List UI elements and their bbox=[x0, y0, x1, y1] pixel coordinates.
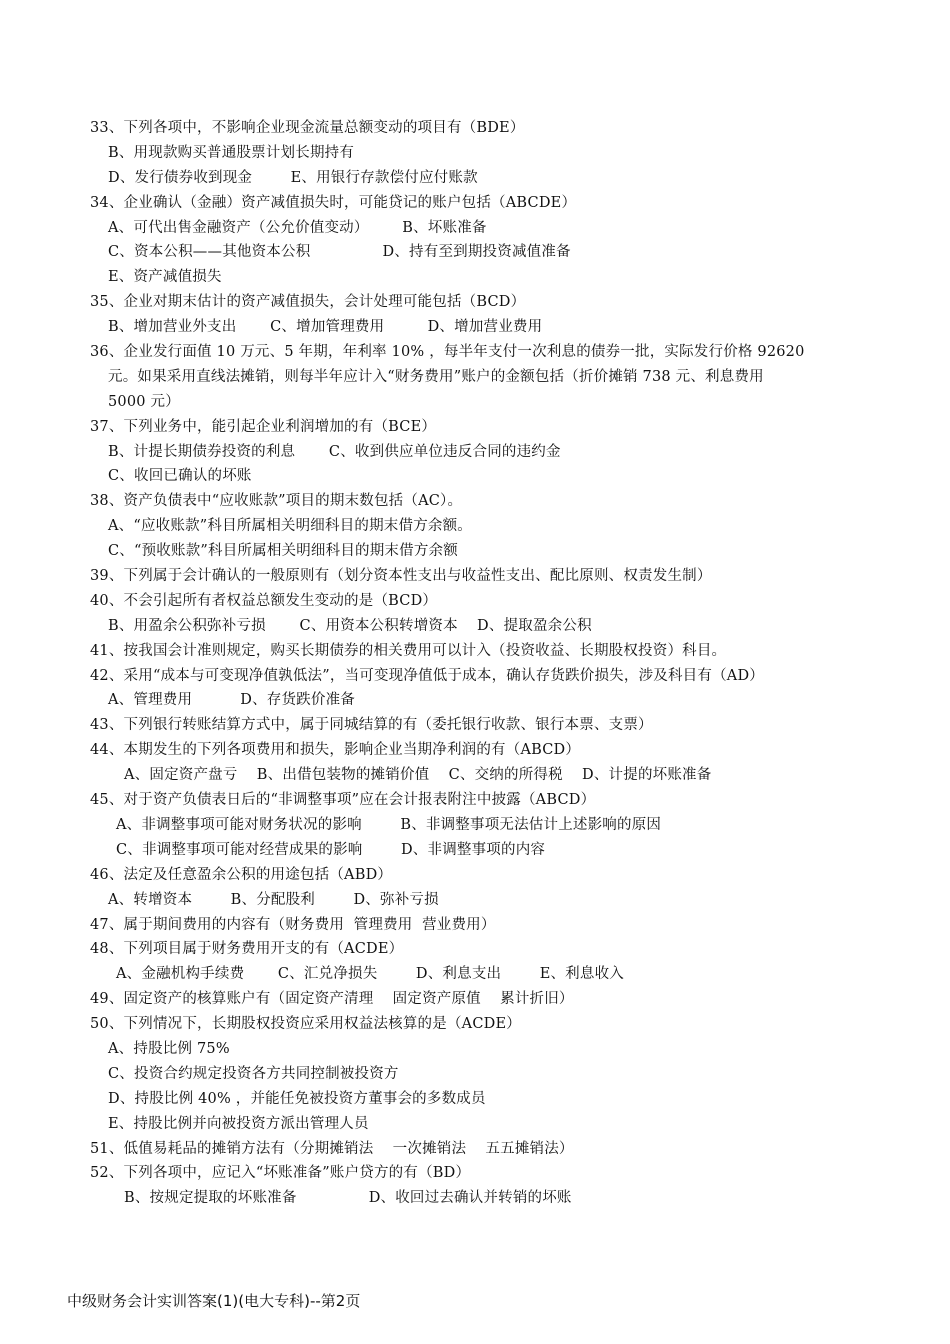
answer-option-line: A、固定资产盘亏 B、出借包装物的摊销价值 C、交纳的所得税 D、计提的坏账准备 bbox=[124, 767, 712, 784]
answer-option-line: 5000 元） bbox=[108, 393, 180, 410]
question-line: 37、下列业务中，能引起企业利润增加的有（BCE） bbox=[90, 418, 437, 435]
question-line: 40、不会引起所有者权益总额发生变动的是（BCD） bbox=[90, 592, 438, 609]
document-body bbox=[90, 116, 880, 1211]
answer-option-line: A、金融机构手续费 C、汇兑净损失 D、利息支出 E、利息收入 bbox=[116, 966, 624, 983]
question-line: 46、法定及任意盈余公积的用途包括（ABD） bbox=[90, 866, 393, 883]
question-line: 42、采用“成本与可变现净值孰低法”，当可变现净值低于成本，确认存货跌价损失，涉及科目有（AD） bbox=[90, 667, 764, 684]
answer-option-line: 元。如果采用直线法摊销，则每半年应计入“财务费用”账户的金额包括（折价摊销 738 元、利息费用 bbox=[108, 368, 764, 385]
question-line: 41、按我国会计准则规定，购买长期债券的相关费用可以计入（投资收益、长期股权投资）科目。 bbox=[90, 642, 727, 659]
question-line: 45、对于资产负债表日后的“非调整事项”应在会计报表附注中披露（ABCD） bbox=[90, 792, 596, 809]
question-line: 49、固定资产的核算账户有（固定资产清理 固定资产原值 累计折旧） bbox=[90, 991, 574, 1008]
answer-option-line: B、用盈余公积弥补亏损 C、用资本公积转增资本 D、提取盈余公积 bbox=[108, 617, 592, 634]
answer-option-line: C、资本公积——其他资本公积 D、持有至到期投资减值准备 bbox=[108, 244, 571, 261]
question-line: 36、企业发行面值 10 万元、5 年期，年利率 10% ，每半年支付一次利息的债券一批，实际发行价格 92620 bbox=[90, 344, 805, 361]
answer-option-line: A、转增资本 B、分配股利 D、弥补亏损 bbox=[108, 891, 439, 908]
question-line: 34、企业确认（金融）资产减值损失时，可能贷记的账户包括（ABCDE） bbox=[90, 194, 577, 211]
answer-option-line: C、非调整事项可能对经营成果的影响 D、非调整事项的内容 bbox=[116, 841, 546, 858]
question-line: 38、资产负债表中“应收账款”项目的期末数包括（AC）。 bbox=[90, 493, 463, 510]
answer-option-line: B、计提长期债券投资的利息 C、收到供应单位违反合同的违约金 bbox=[108, 443, 561, 460]
question-line: 35、企业对期末估计的资产减值损失，会计处理可能包括（BCD） bbox=[90, 294, 526, 311]
answer-option-line: A、可代出售金融资产（公允价值变动） B、坏账准备 bbox=[108, 219, 487, 236]
answer-option-line: A、“应收账款”科目所属相关明细科目的期末借方余额。 bbox=[108, 518, 472, 535]
question-line: 44、本期发生的下列各项费用和损失，影响企业当期净利润的有（ABCD） bbox=[90, 742, 581, 759]
answer-option-line: D、发行债券收到现金 E、用银行存款偿付应付账款 bbox=[108, 169, 478, 186]
question-line: 52、下列各项中，应记入“坏账准备”账户贷方的有（BD） bbox=[90, 1165, 471, 1182]
question-line: 50、下列情况下，长期股权投资应采用权益法核算的是（ACDE） bbox=[90, 1016, 521, 1033]
answer-option-line: B、按规定提取的坏账准备 D、收回过去确认并转销的坏账 bbox=[124, 1190, 572, 1207]
question-line: 33、下列各项中，不影响企业现金流量总额变动的项目有（BDE） bbox=[90, 120, 525, 136]
question-line: 47、属于期间费用的内容有（财务费用 管理费用 营业费用） bbox=[90, 916, 496, 933]
question-line: 43、下列银行转账结算方式中，属于同城结算的有（委托银行收款、银行本票、支票） bbox=[90, 717, 653, 734]
answer-option-line: E、持股比例并向被投资方派出管理人员 bbox=[108, 1115, 369, 1132]
answer-option-line: A、非调整事项可能对财务状况的影响 B、非调整事项无法估计上述影响的原因 bbox=[116, 816, 662, 833]
question-line: 39、下列属于会计确认的一般原则有（划分资本性支出与收益性支出、配比原则、权责发生制） bbox=[90, 568, 712, 585]
answer-option-line: B、用现款购买普通股票计划长期持有 bbox=[108, 144, 355, 161]
answer-option-line: C、“预收账款”科目所属相关明细科目的期末借方余额 bbox=[108, 543, 458, 560]
question-line: 51、低值易耗品的摊销方法有（分期摊销法 一次摊销法 五五摊销法） bbox=[90, 1140, 574, 1157]
answer-option-line: C、收回已确认的坏账 bbox=[108, 468, 252, 485]
answer-option-line: C、投资合约规定投资各方共同控制被投资方 bbox=[108, 1065, 399, 1082]
answer-option-line: D、持股比例 40% ，并能任免被投资方董事会的多数成员 bbox=[108, 1090, 486, 1107]
page-footer: 中级财务会计实训答案(1)(电大专科)--第2页 bbox=[67, 1292, 361, 1310]
answer-option-line: E、资产减值损失 bbox=[108, 269, 222, 286]
answer-option-line: B、增加营业外支出 C、增加管理费用 D、增加营业费用 bbox=[108, 319, 543, 336]
question-line: 48、下列项目属于财务费用开支的有（ACDE） bbox=[90, 941, 404, 958]
answer-option-line: A、持股比例 75% bbox=[108, 1040, 230, 1057]
answer-option-line: A、管理费用 D、存货跌价准备 bbox=[108, 692, 355, 709]
